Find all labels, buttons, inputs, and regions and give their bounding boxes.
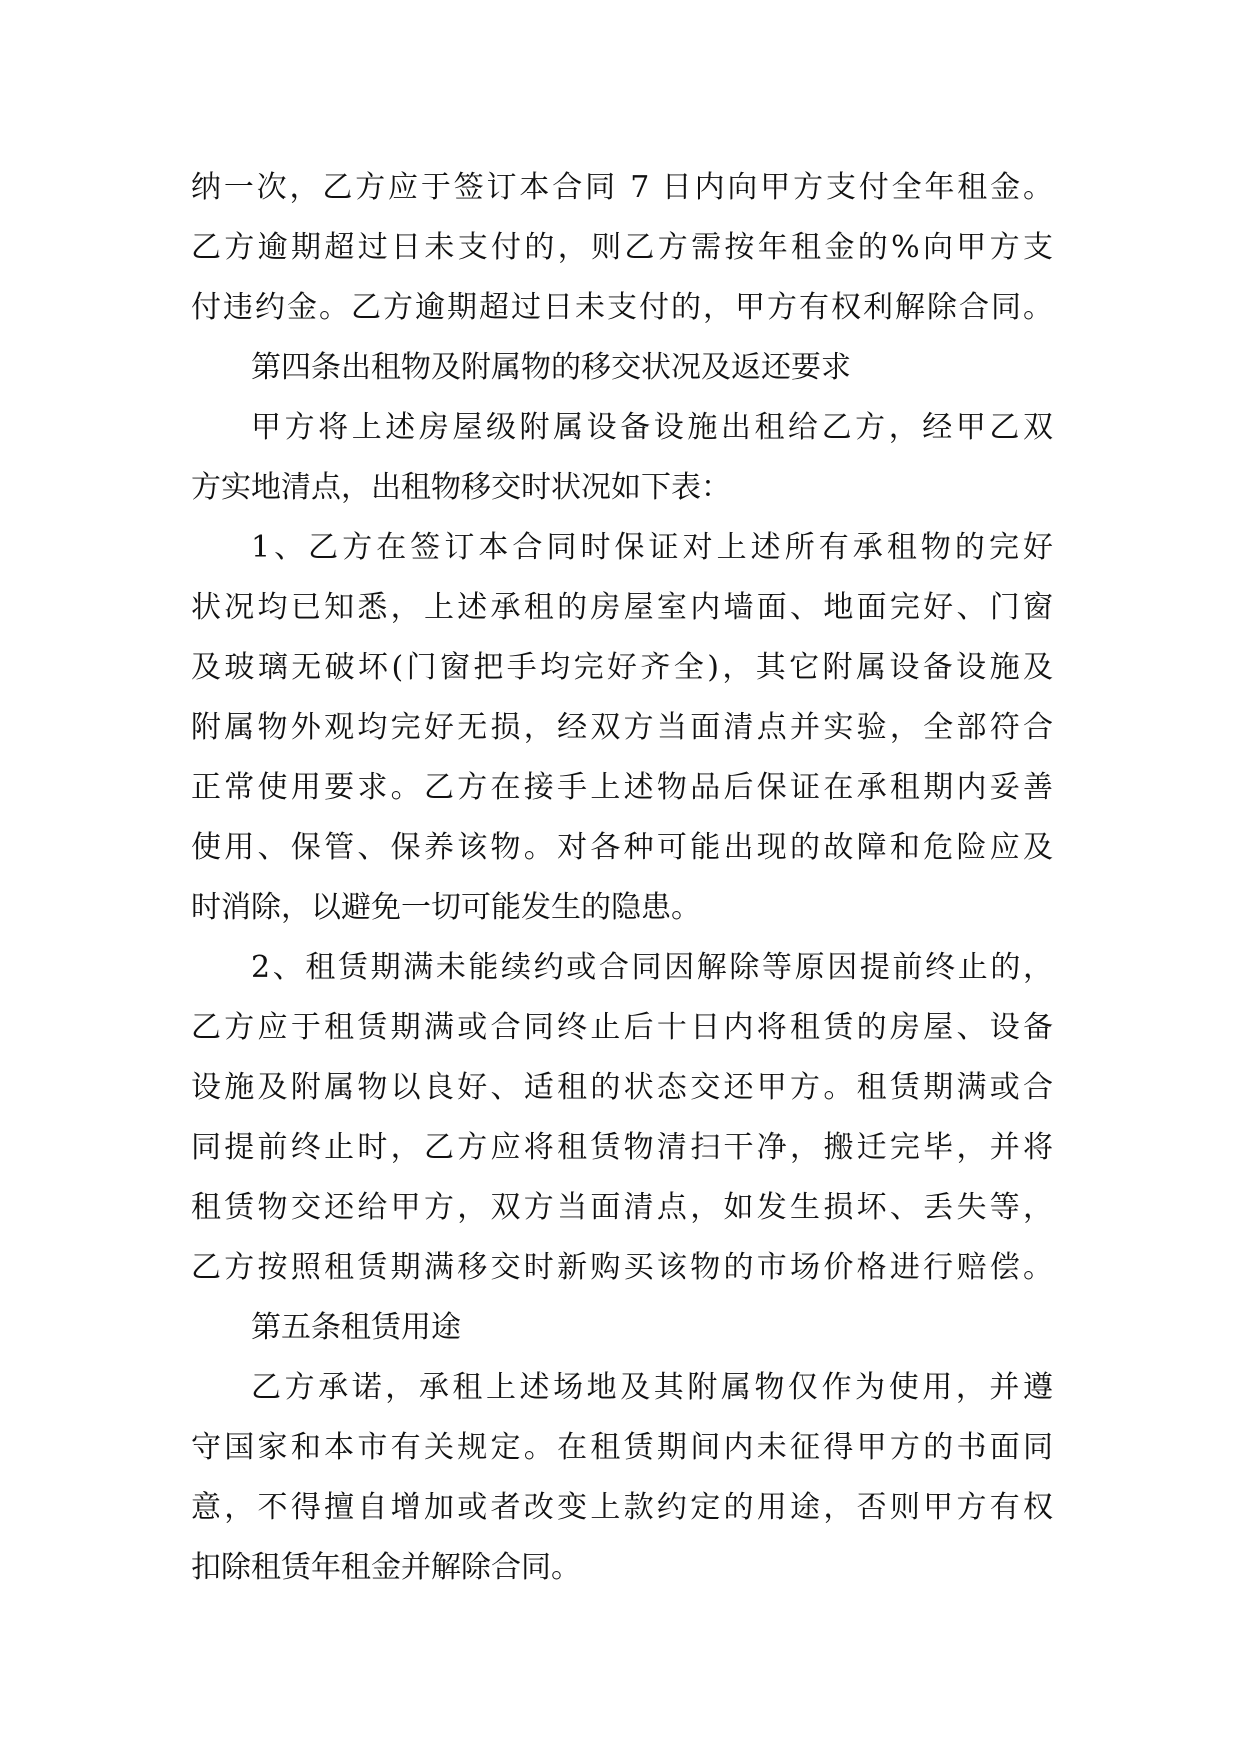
text-line: 乙方承诺，承租上述场地及其附属物仅作为使用，并遵 xyxy=(251,1370,1053,1405)
text-line: 守国家和本市有关规定。在租赁期间内未征得甲方的书面同 xyxy=(191,1430,1053,1465)
text-line: 方实地清点，出租物移交时状况如下表： xyxy=(191,470,731,505)
text-line: 1、乙方在签订本合同时保证对上述所有承租物的完好 xyxy=(251,530,1053,565)
text-line: 2、租赁期满未能续约或合同因解除等原因提前终止的， xyxy=(251,950,1053,985)
section-heading: 第四条出租物及附属物的移交状况及返还要求 xyxy=(251,350,851,385)
text-line: 租赁物交还给甲方，双方当面清点，如发生损坏、丢失等， xyxy=(191,1190,1053,1225)
text-line: 状况均已知悉，上述承租的房屋室内墙面、地面完好、门窗 xyxy=(191,590,1053,625)
document-body xyxy=(191,158,1053,1598)
text-line: 及玻璃无破坏(门窗把手均完好齐全)，其它附属设备设施及 xyxy=(191,650,1053,685)
text-line: 设施及附属物以良好、适租的状态交还甲方。租赁期满或合 xyxy=(191,1070,1053,1105)
section-heading: 第五条租赁用途 xyxy=(251,1310,461,1345)
text-line: 付违约金。乙方逾期超过日未支付的，甲方有权利解除合同。 xyxy=(191,290,1053,325)
text-line: 扣除租赁年租金并解除合同。 xyxy=(191,1550,581,1585)
text-line: 甲方将上述房屋级附属设备设施出租给乙方，经甲乙双 xyxy=(251,410,1053,445)
text-line: 附属物外观均完好无损，经双方当面清点并实验，全部符合 xyxy=(191,710,1053,745)
text-line: 时消除，以避免一切可能发生的隐患。 xyxy=(191,890,701,925)
text-line: 纳一次，乙方应于签订本合同 7 日内向甲方支付全年租金。 xyxy=(191,170,1053,205)
text-line: 意，不得擅自增加或者改变上款约定的用途，否则甲方有权 xyxy=(191,1490,1053,1525)
text-line: 乙方应于租赁期满或合同终止后十日内将租赁的房屋、设备 xyxy=(191,1010,1053,1045)
text-line: 同提前终止时，乙方应将租赁物清扫干净，搬迁完毕，并将 xyxy=(191,1130,1053,1165)
text-line: 使用、保管、保养该物。对各种可能出现的故障和危险应及 xyxy=(191,830,1053,865)
text-line: 乙方逾期超过日未支付的，则乙方需按年租金的%向甲方支 xyxy=(191,230,1053,265)
text-line: 正常使用要求。乙方在接手上述物品后保证在承租期内妥善 xyxy=(191,770,1053,805)
text-line: 乙方按照租赁期满移交时新购买该物的市场价格进行赔偿。 xyxy=(191,1250,1053,1285)
